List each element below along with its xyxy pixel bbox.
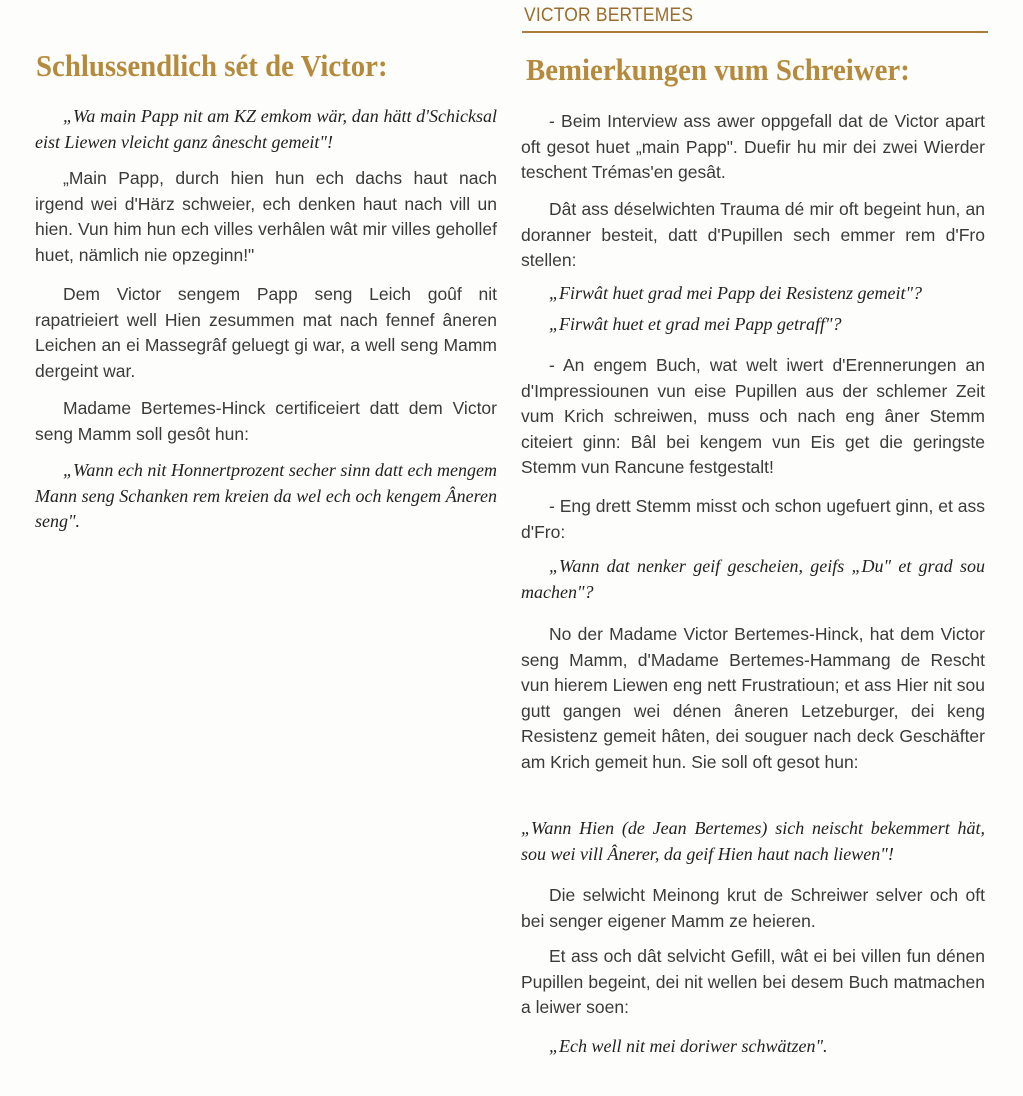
quote-paragraph: „Wann dat nenker geif gescheien, geifs „Du" et grad sou machen"?: [521, 556, 985, 602]
left-heading: Schlussendlich sét de Victor:: [36, 48, 388, 83]
body-paragraph: „Main Papp, durch hien hun ech dachs haut nach irgend wei d'Härz schweier, ech denken haut nach vill un hien. Vun him hun ech villes verhâlen wât mir villes gehollef huet, nämlich nie opzeginn!": [35, 168, 497, 265]
body-paragraph: - Beim Interview ass awer oppgefall dat de Victor apart oft gesot huet „main Papp". Duefir hu mir dei zwei Wierder teschent Trémas'en gesât.: [521, 111, 985, 182]
quote-paragraph: „Wa main Papp nit am KZ emkom wär, dan hätt d'Schicksal eist Liewen vleicht ganz ânescht gemeit"!: [35, 106, 497, 152]
quote-paragraph: „Firwât huet et grad mei Papp getraff"?: [549, 314, 842, 334]
body-paragraph: - An engem Buch, wat welt iwert d'Erennerungen an d'Impressiounen vun eise Pupillen aus der schlemer Zeit vum Krich schreiwen, muss och nach eng âner Stemm citeiert ginn: Bâl bei kengem vun Eis get die geringste Stemm vun Rancune festgestalt!: [521, 355, 985, 477]
body-paragraph: No der Madame Victor Bertemes-Hinck, hat dem Victor seng Mamm, d'Madame Bertemes-Hammang de Rescht vun hierem Liewen eng nett Frustratioun; et ass Hier nit sou gutt gangen wei dénen âneren Letzeburger, dei keng Resistenz gemeit hâten, dei souguer nach deck Geschäfter am Krich gemeit hun. Sie soll oft gesot hun:: [521, 624, 985, 772]
quote-paragraph: „Wann Hien (de Jean Bertemes) sich neischt bekemmert hät, sou wei vill Ânerer, da geif Hien haut nach liewen"!: [521, 818, 985, 864]
header-rule: [522, 31, 988, 33]
right-heading: Bemierkungen vum Schreiwer:: [526, 52, 910, 87]
body-paragraph: Et ass och dât selvicht Gefill, wât ei bei villen fun dénen Pupillen begeint, dei nit wellen bei desem Buch matmachen a leiwer soen:: [521, 946, 985, 1017]
body-paragraph: Die selwicht Meinong krut de Schreiwer selver och oft bei senger eigener Mamm ze heieren.: [521, 885, 985, 931]
running-head: VICTOR BERTEMES: [524, 5, 694, 26]
body-paragraph: Dât ass déselwichten Trauma dé mir oft begeint hun, an doranner besteit, datt d'Pupillen sech emmer rem d'Fro stellen:: [521, 199, 985, 270]
quote-paragraph: „Firwât huet grad mei Papp dei Resistenz gemeit"?: [549, 283, 923, 303]
quote-paragraph: „Ech well nit mei doriwer schwätzen".: [549, 1036, 828, 1056]
quote-paragraph: „Wann ech nit Honnertprozent secher sinn datt ech mengem Mann seng Schanken rem kreien da wel ech och kengem Âneren seng".: [35, 460, 497, 531]
body-paragraph: Madame Bertemes-Hinck certificeiert datt dem Victor seng Mamm soll gesôt hun:: [35, 398, 497, 444]
body-paragraph: Dem Victor sengem Papp seng Leich goûf nit rapatrieiert well Hien zesummen mat nach fennef âneren Leichen an ei Massegrâf geluegt gi war, a well seng Mamm dergeint war.: [35, 284, 497, 381]
body-paragraph: - Eng drett Stemm misst och schon ugefuert ginn, et ass d'Fro:: [521, 496, 985, 542]
